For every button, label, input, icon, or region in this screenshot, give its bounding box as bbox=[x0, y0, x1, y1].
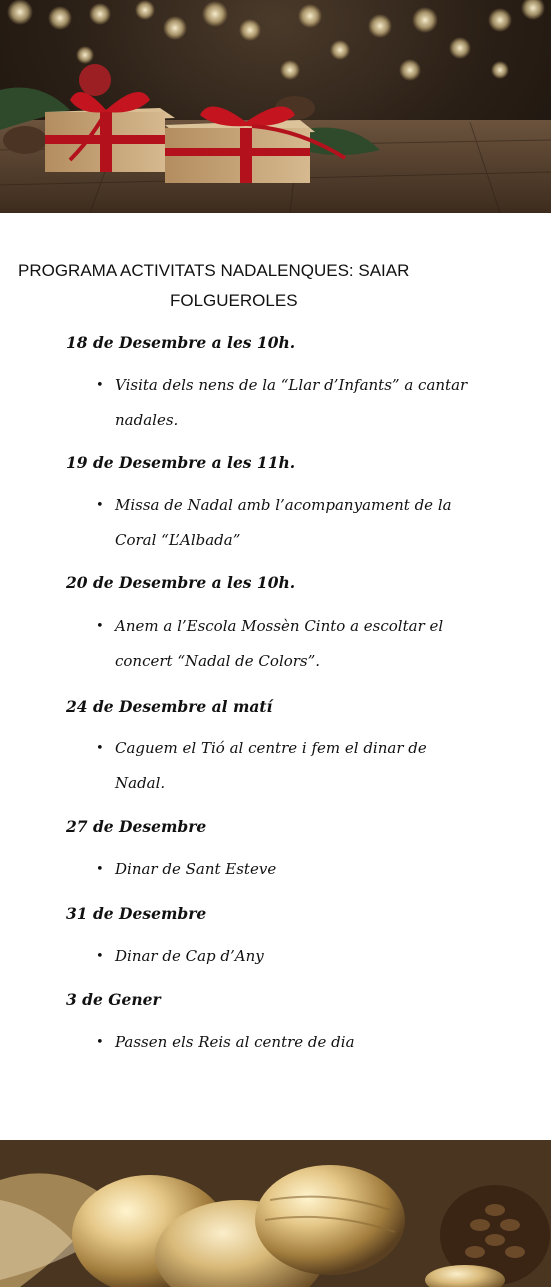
event-date: 31 de Desembre bbox=[66, 904, 207, 923]
activity-text: Visita dels nens de la “Llar d’Infants” a cantar nadales. bbox=[115, 376, 468, 429]
event-date: 19 de Desembre a les 11h. bbox=[66, 453, 296, 472]
bullet-icon: • bbox=[96, 949, 104, 964]
title-line-1: PROGRAMA ACTIVITATS NADALENQUES: SAIAR bbox=[18, 261, 410, 280]
activity-text: Passen els Reis al centre de dia bbox=[115, 1033, 355, 1051]
activity-text: Dinar de Cap d’Any bbox=[115, 947, 264, 965]
activity-text: Missa de Nadal amb l’acompanyament de la Coral “L’Albada” bbox=[115, 496, 452, 549]
bullet-icon: • bbox=[96, 378, 104, 393]
event-activity bbox=[96, 852, 476, 887]
activity-text: Caguem el Tió al centre i fem el dinar de Nadal. bbox=[115, 739, 427, 792]
activity-text: Anem a l’Escola Mossèn Cinto a escoltar el concert “Nadal de Colors”. bbox=[115, 617, 444, 670]
event-activity bbox=[96, 731, 476, 801]
gifts-illustration bbox=[0, 0, 551, 213]
event-date: 18 de Desembre a les 10h. bbox=[66, 333, 296, 352]
title-line-2: FOLGUEROLES bbox=[170, 291, 298, 310]
event-activity bbox=[96, 609, 476, 679]
event-activity bbox=[96, 368, 476, 438]
bullet-icon: • bbox=[96, 498, 104, 513]
bullet-icon: • bbox=[96, 862, 104, 877]
activity-text: Dinar de Sant Esteve bbox=[115, 860, 277, 878]
event-date: 24 de Desembre al matí bbox=[66, 697, 273, 716]
event-activity bbox=[96, 488, 476, 558]
bullet-icon: • bbox=[96, 619, 104, 634]
bullet-icon: • bbox=[96, 1035, 104, 1050]
event-date: 20 de Desembre a les 10h. bbox=[66, 573, 296, 592]
event-activity bbox=[96, 1025, 476, 1060]
event-date: 27 de Desembre bbox=[66, 817, 207, 836]
event-activity bbox=[96, 939, 476, 974]
ornaments-illustration bbox=[0, 1140, 551, 1287]
christmas-gifts-image bbox=[0, 0, 551, 213]
bullet-icon: • bbox=[96, 741, 104, 756]
golden-ornaments-image bbox=[0, 1140, 551, 1287]
event-date: 3 de Gener bbox=[66, 990, 161, 1009]
